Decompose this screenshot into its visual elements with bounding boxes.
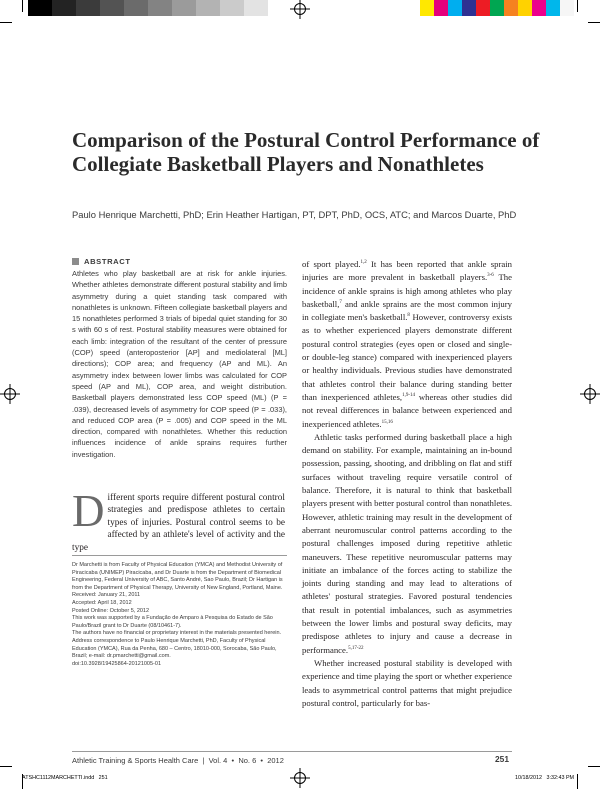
footnote-accepted: Accepted: April 18, 2012 [72,599,132,606]
color-swatch [560,0,574,16]
body-paragraph: Athletic tasks performed during basketball place a high demand on stability. For example, maintaining an in-bound possession, passing, shooting, and dribbling on flat and stiff surfaces without traveling require versatile control of balance. Therefore, it is natural to think that basketball players present with better postural control than nonathletes. However, athletic training may result in the development of aberrant neuromuscular control patterns according to the postural challenges imposed during repetitive athletic maneuvers. These repetitive neuromuscular patterns may initiate an imbalance of the forces acting to stabilize the joints during standing and may lead to alterations of athletes' postural strategies. Favored postural tendencies that result in potential imbalances, such as asymmetries between the lower limbs and postural sway deficits, may predispose athletes to injury and cause a decrease in performance.$^{5,17-22}$ [302,431,512,655]
crop-mark [22,0,23,12]
color-swatch [462,0,476,16]
article-title: Comparison of the Postural Control Performance of Collegiate Basketball Players and Nonathletes [72,128,540,176]
print-slug-file: ATSHC1112MARCHETTI.indd 251 [22,775,108,781]
footnote-funding: This work was supported by a Fundação de Amparo à Pesquisa do Estado de São Paulo/Brazil grant to Dr Duarte (08/10461-7). [72,615,273,629]
abstract-heading-label: ABSTRACT [84,257,131,266]
footnote-received: Received: January 21, 2011 [72,592,141,599]
crop-mark [577,0,578,12]
footnotes [72,562,290,668]
color-swatch [172,0,196,16]
color-swatch [28,0,52,16]
footer-divider [72,751,512,752]
registration-mark-icon [584,388,596,400]
page-number: 251 [495,754,509,764]
color-swatch [448,0,462,16]
color-swatch [434,0,448,16]
color-swatch [148,0,172,16]
footnote-divider [72,555,287,556]
crop-mark [0,22,12,23]
color-swatch [490,0,504,16]
drop-cap: D [72,486,105,536]
color-swatch [196,0,220,16]
crop-mark [588,766,600,767]
crop-mark [0,766,12,767]
body-paragraph: of sport played.$^{1,2}$ It has been reported that ankle sprain injuries are more prevalent in basketball players.$^{3-6}$ The incidence of ankle sprains is high among athletes who play basketball,$^7$ and ankle sprains are the most common injury in collegiate men's basketball.$^8$ However, controversy exists as to whether experienced players demonstrate different postural control strategies (eyes open or closed and single- or double-leg stance) compared with inexperienced players or healthy individuals. Previous studies have demonstrated that athletes control their balance during standing better than inexperienced athletes,$^{1,9-14}$ whereas other studies did not reveal differences in balance between experienced and inexperienced athletes.$^{15,16}$ [302,259,513,429]
registration-mark-icon [294,3,306,15]
color-swatch [100,0,124,16]
footnote-disclosure: The authors have no financial or proprietary interest in the materials presented herein. [72,630,282,637]
journal-citation: Athletic Training & Sports Health Care | Vol. 4 • No. 6 • 2012 [72,756,284,765]
color-swatch [532,0,546,16]
color-swatch [76,0,100,16]
crop-mark [577,774,578,789]
intro-paragraph [72,486,285,554]
color-swatch [420,0,434,16]
body-paragraph: Whether increased postural stability is developed with experience and time playing the sport or whether experience leads to asymmetrical control patterns that might prejudice postural control, particularly for bas- [302,657,512,708]
color-swatch [220,0,244,16]
color-swatch [518,0,532,16]
grayscale-color-bar [28,0,268,16]
registration-mark-icon [4,388,16,400]
color-swatch [504,0,518,16]
color-swatch [52,0,76,16]
footnote-posted: Posted Online: October 5, 2012 [72,607,150,614]
registration-mark-icon [294,772,306,784]
intro-text: ifferent sports require different postural control strategies and predispose athletes to certain types of injuries. Postural control seems to be affected by an athlete's level of activity and the type [72,493,285,553]
author-line: Paulo Henrique Marchetti, PhD; Erin Heather Hartigan, PT, DPT, PhD, OCS, ATC; and Marcos Duarte, PhD [72,209,517,220]
abstract-text: Athletes who play basketball are at risk for ankle injuries. Whether athletes demonstrate different postural stability and limb asymmetry during a quiet standing task compared with nonathletes is unknown. Fifteen collegiate basketball players and 15 nonathletes performed 3 trials of bipedal quiet standing for 30 s with 60 s of rest. Postural stability measures were obtained for each limb: integration of the resultant of the center of pressure (COP) speed (anteroposterior [AP] and mediolateral [ML] directions); COP area; and frequency (AP and ML). An asymmetry index between lower limbs was calculated for COP speed (AP and ML), COP area, and weight distribution. Basketball players demonstrated less COP speed (ML) (P = .039), decreased levels of asymmetry for COP speed (P = .033), and reduced COP area (P = .005) and COP speed in the ML direction, compared with nonathletes. Whether this reduction influences incidence of ankle sprains requires further investigation. [72,269,287,459]
color-swatch [244,0,268,16]
color-swatch [546,0,560,16]
body-column-right [302,258,512,710]
print-slug-date: 10/18/2012 3:32:43 PM [515,775,575,781]
footnote-affiliation: Dr Marchetti is from Faculty of Physical Education (YMCA) and Methodist University of Piracicaba (UNIMEP) Piracicaba, and Dr Duarte is from the Department of Biomedical Engineering, Federal University of ABC, Santo André, Sao Paulo, Brazil; Dr Hartigan is from the Department of Physical Therapy, University of New England, Portland, Maine. [72,562,283,591]
process-color-bar [420,0,574,16]
crop-mark [588,22,600,23]
square-bullet-icon [72,258,79,265]
color-swatch [124,0,148,16]
footnote-correspondence: Address correspondence to Paulo Henrique Marchetti, PhD, Faculty of Physical Education (YMCA), Rua da Penha, 680 – Centro, 18010-000, Sorocaba, São Paulo, Brazil; e-mail: dr.pmarchetti@gmail.com. [72,637,277,660]
abstract-heading [72,257,131,266]
color-swatch [476,0,490,16]
footnote-doi: doi:10.3928/19425864-20121005-01 [72,660,161,667]
